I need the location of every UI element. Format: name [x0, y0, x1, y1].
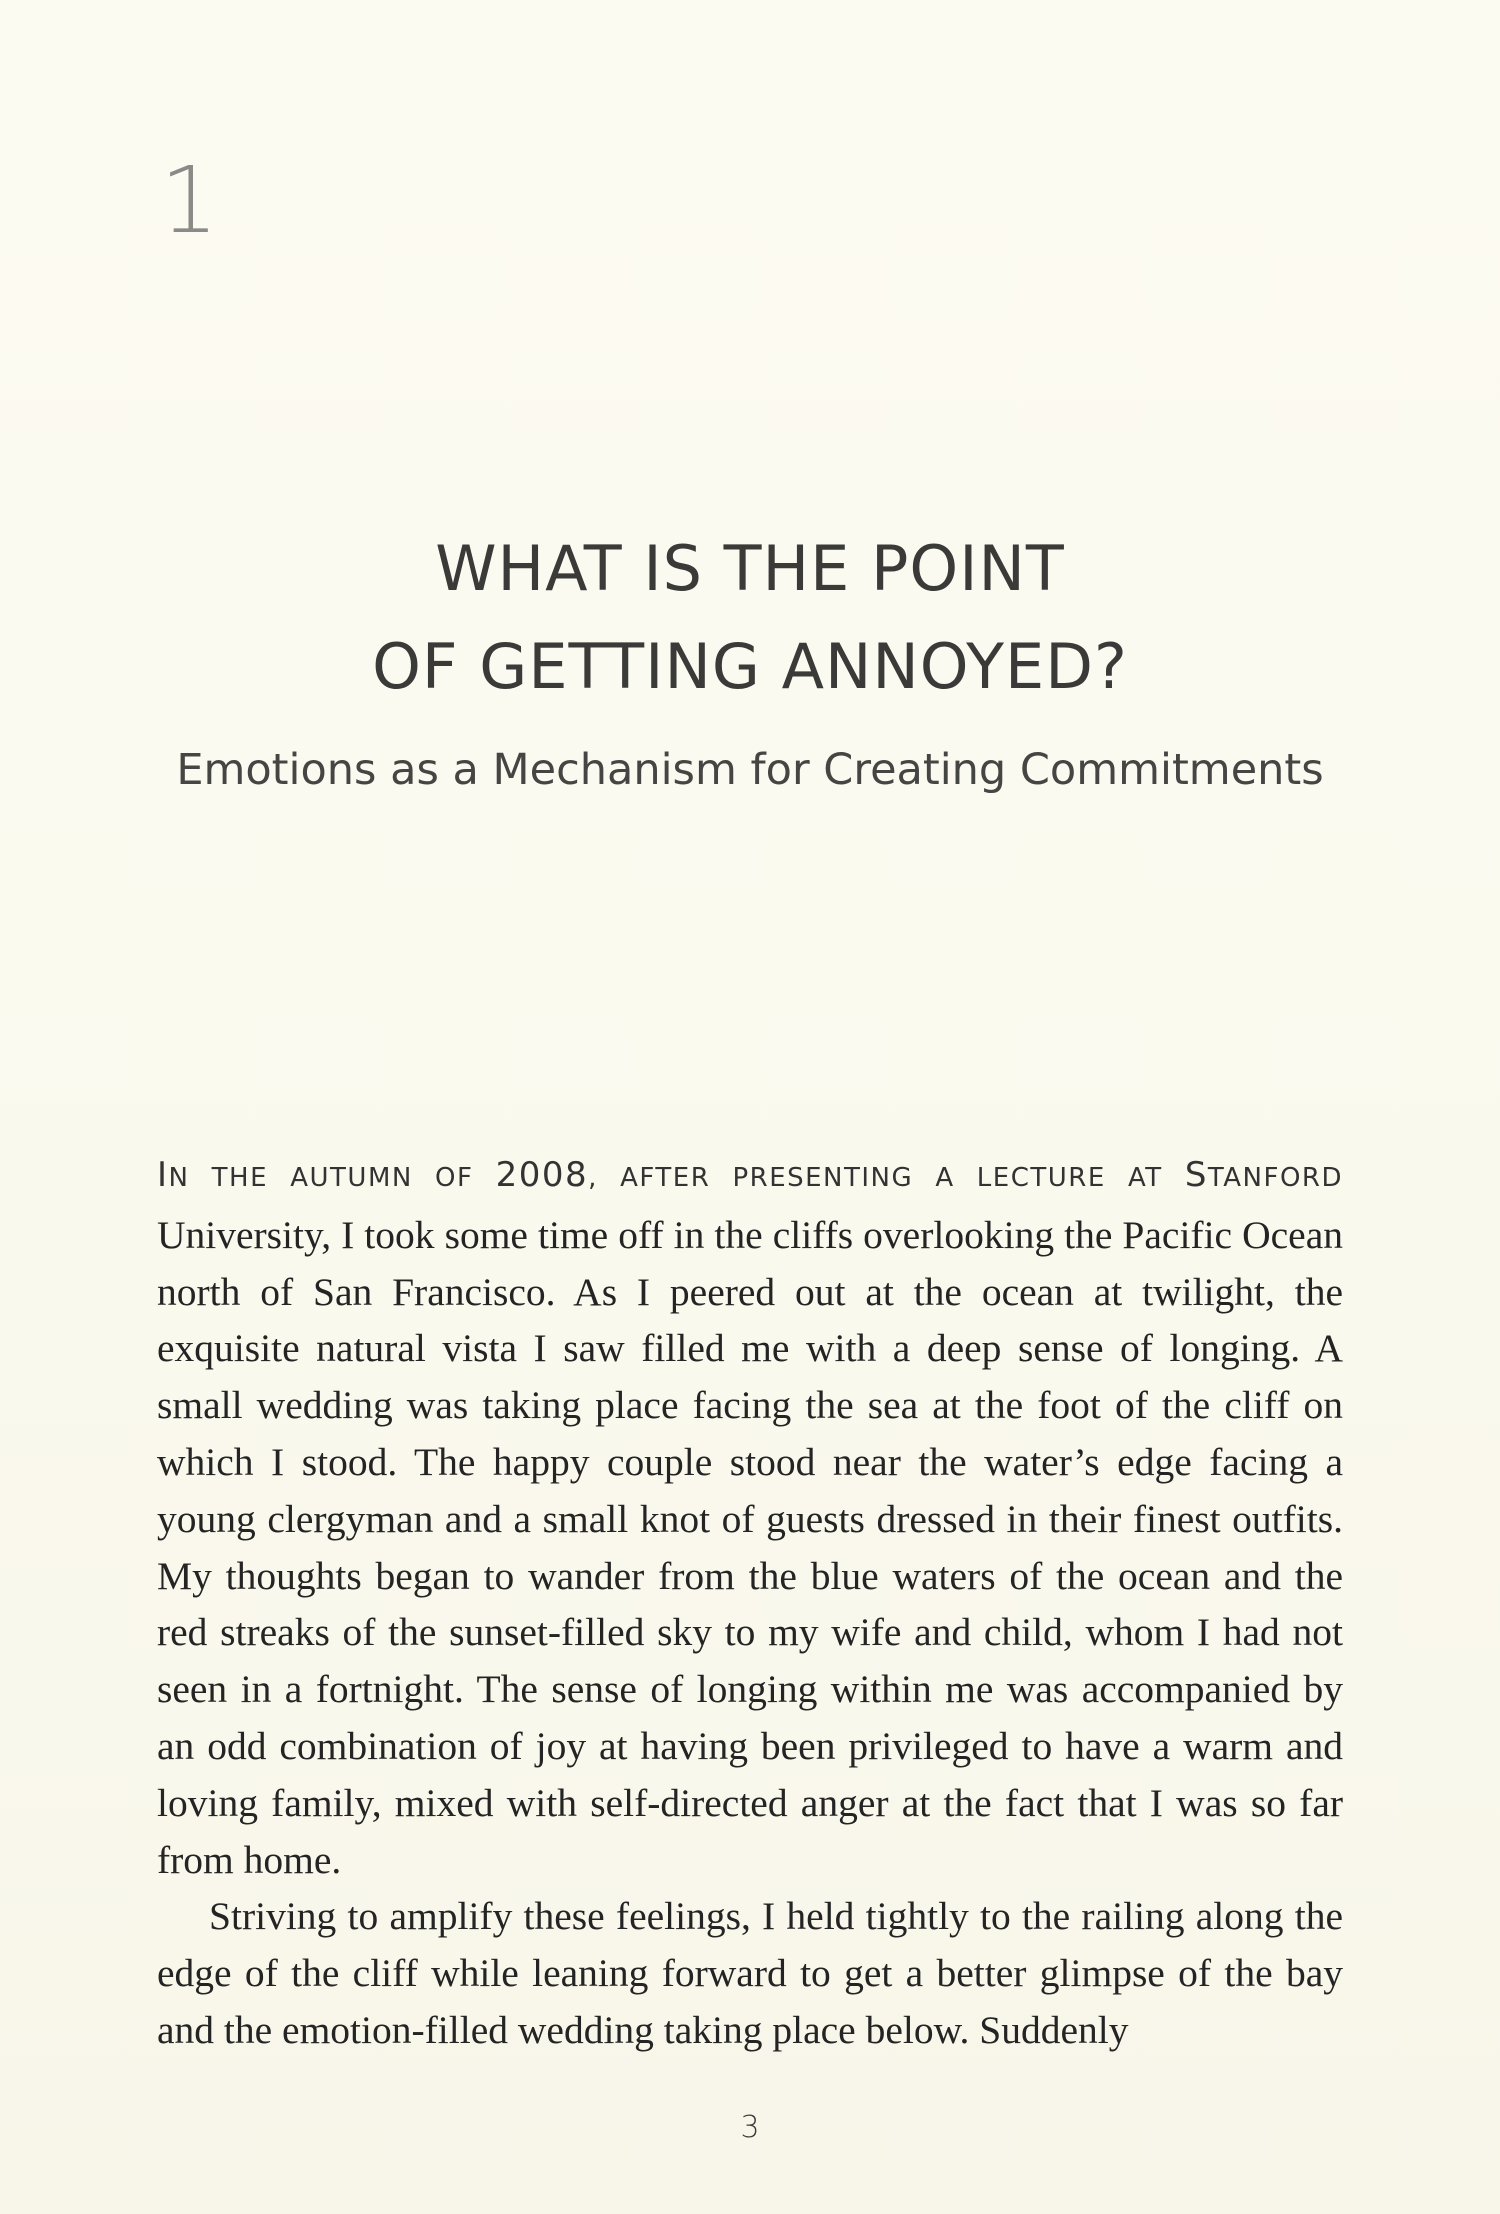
lead-in-text-2: , AFTER PRESENTING A LECTURE AT	[588, 1163, 1185, 1193]
lead-in-cap-i: I	[157, 1155, 169, 1195]
lead-in-year: 2008	[495, 1155, 589, 1195]
page-number: 3	[740, 2110, 760, 2145]
paragraph-1	[157, 1145, 1343, 1888]
chapter-title	[0, 520, 1500, 716]
paragraph-2: Striving to amplify these feelings, I held tightly to the railing along the edge of the cliff while leaning forward to get a better glimpse of the bay and the emotion-filled wedding taking place below. Suddenly	[157, 1894, 1343, 2052]
chapter-title-line-1: WHAT IS THE POINT	[435, 532, 1065, 605]
lead-in-cap-s: S	[1184, 1155, 1208, 1195]
lead-in-text-1: N THE AUTUMN OF	[168, 1163, 496, 1193]
chapter-number: 1	[160, 147, 219, 254]
lead-in-small-caps	[157, 1155, 1344, 1195]
body-text	[157, 1145, 1343, 2059]
chapter-title-line-2: OF GETTING ANNOYED?	[372, 630, 1128, 703]
lead-in-text-3: TANFORD	[1207, 1163, 1344, 1193]
paragraph-1-text: University, I took some time off in the cliffs overlooking the Pacific Ocean north of San Francisco. As I peered out at the ocean at twilight, the exquisite natural vista I saw filled me with a deep sense of longing. A small wedding was taking place facing the sea at the foot of the cliff on which I stood. The happy couple stood near the water’s edge facing a young clergyman and a small knot of guests dressed in their finest outfits. My thoughts began to wander from the blue waters of the ocean and the red streaks of the sunset-filled sky to my wife and child, whom I had not seen in a fortnight. The sense of longing within me was accompanied by an odd combination of joy at having been privileged to have a warm and loving family, mixed with self-directed anger at the fact that I was so far from home.	[157, 1212, 1343, 1882]
chapter-subtitle: Emotions as a Mechanism for Creating Commitments	[176, 745, 1324, 795]
